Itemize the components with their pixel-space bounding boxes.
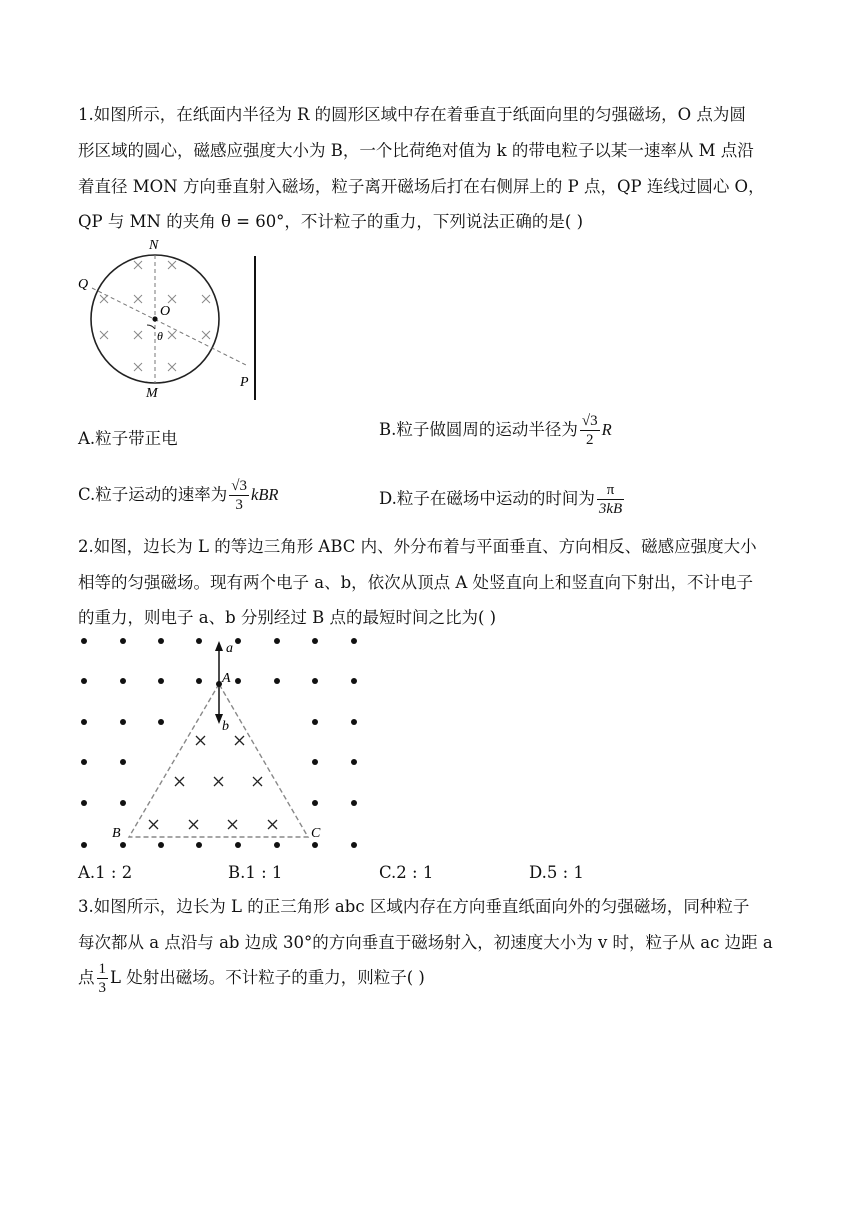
- q1-line-3: 着直径 MON 方向垂直射入磁场，粒子离开磁场后打在右侧屏上的 P 点，QP 连线过圆心 O，: [78, 177, 765, 196]
- label-theta: θ: [157, 329, 163, 343]
- q1-option-b[interactable]: [379, 412, 612, 449]
- q2-figure: [70, 630, 370, 855]
- q1-option-d-fraction: [597, 481, 624, 518]
- label-a: A: [222, 671, 231, 686]
- label-o: O: [160, 304, 171, 319]
- q1-line-1: 1.如图所示，在纸面内半径为 R 的圆形区域中存在着垂直于纸面向里的匀强磁场，O 点为圆: [78, 105, 746, 124]
- fraction-numerator: √3: [581, 413, 598, 429]
- fraction-numerator: π: [597, 481, 624, 500]
- q1-line-2: 形区域的圆心，磁感应强度大小为 B，一个比荷绝对值为 k 的带电粒子以某一速率从 M 点沿: [78, 141, 754, 160]
- label-m: M: [146, 386, 158, 401]
- q2-line-3: 的重力，则电子 a、b 分别经过 B 点的最短时间之比为( ): [78, 608, 497, 627]
- q1-option-c-text: C.粒子运动的速率为: [78, 485, 228, 504]
- fraction-numerator: √3: [231, 478, 248, 494]
- fraction-denominator: 3: [235, 497, 243, 513]
- line-qp: [92, 288, 246, 365]
- q1-option-d[interactable]: [379, 481, 626, 518]
- q1-option-c-fraction: [229, 477, 249, 514]
- q1-option-b-fraction: [580, 412, 600, 449]
- q3-fraction: [97, 960, 109, 997]
- label-b-particle: b: [222, 719, 229, 734]
- theta-arc: [147, 325, 155, 329]
- q2-line-2: 相等的匀强磁场。现有两个电子 a、b，依次从顶点 A 处竖直向上和竖直向下射出，不计电子: [78, 573, 754, 592]
- q1-option-a[interactable]: A.粒子带正电: [78, 429, 178, 448]
- fraction-denominator: 3: [98, 980, 106, 996]
- q2-option-d[interactable]: D.5 : 1: [529, 863, 584, 882]
- q3-line-3: [78, 958, 425, 998]
- q1-option-d-text: D.粒子在磁场中运动的时间为: [379, 489, 595, 508]
- center-o: [152, 316, 157, 321]
- label-a-particle: a: [226, 641, 233, 656]
- q2-option-c[interactable]: C.2 : 1: [379, 863, 434, 882]
- label-n: N: [149, 238, 159, 253]
- q3-line-2: 每次都从 a 点沿与 ab 边成 30°的方向垂直于磁场射入，初速度大小为 v 时，粒子从 ac 边距 a: [78, 933, 773, 952]
- q2-option-a[interactable]: A.1 : 2: [78, 863, 133, 882]
- q1-option-c[interactable]: [78, 477, 279, 514]
- fraction-denominator: 2: [585, 432, 594, 448]
- q1-line-4: QP 与 MN 的夹角 θ = 60°，不计粒子的重力，下列说法正确的是( ): [78, 212, 584, 231]
- label-p: P: [240, 375, 249, 390]
- q1-option-c-unit: kBR: [251, 485, 279, 504]
- q3-line-3-suffix: L 处射出磁场。不计粒子的重力，则粒子( ): [110, 968, 425, 987]
- q1-option-b-unit: R: [601, 420, 612, 439]
- q1-option-b-text: B.粒子做圆周的运动半径为: [379, 420, 578, 439]
- fraction-denominator: 3kB: [598, 501, 623, 517]
- fraction-numerator: 1: [98, 961, 106, 977]
- q3-line-3-prefix: 点: [78, 968, 95, 987]
- label-c: C: [311, 826, 321, 841]
- q3-line-1: 3.如图所示，边长为 L 的正三角形 abc 区域内存在方向垂直纸面向外的匀强磁场，同种粒子: [78, 897, 750, 916]
- q2-line-1: 2.如图，边长为 L 的等边三角形 ABC 内、外分布着与平面垂直、方向相反、磁感应强度大小: [78, 537, 757, 556]
- q2-option-b[interactable]: B.1 : 1: [228, 863, 283, 882]
- q1-figure: [70, 236, 270, 408]
- label-b: B: [112, 826, 121, 841]
- label-q: Q: [78, 277, 89, 292]
